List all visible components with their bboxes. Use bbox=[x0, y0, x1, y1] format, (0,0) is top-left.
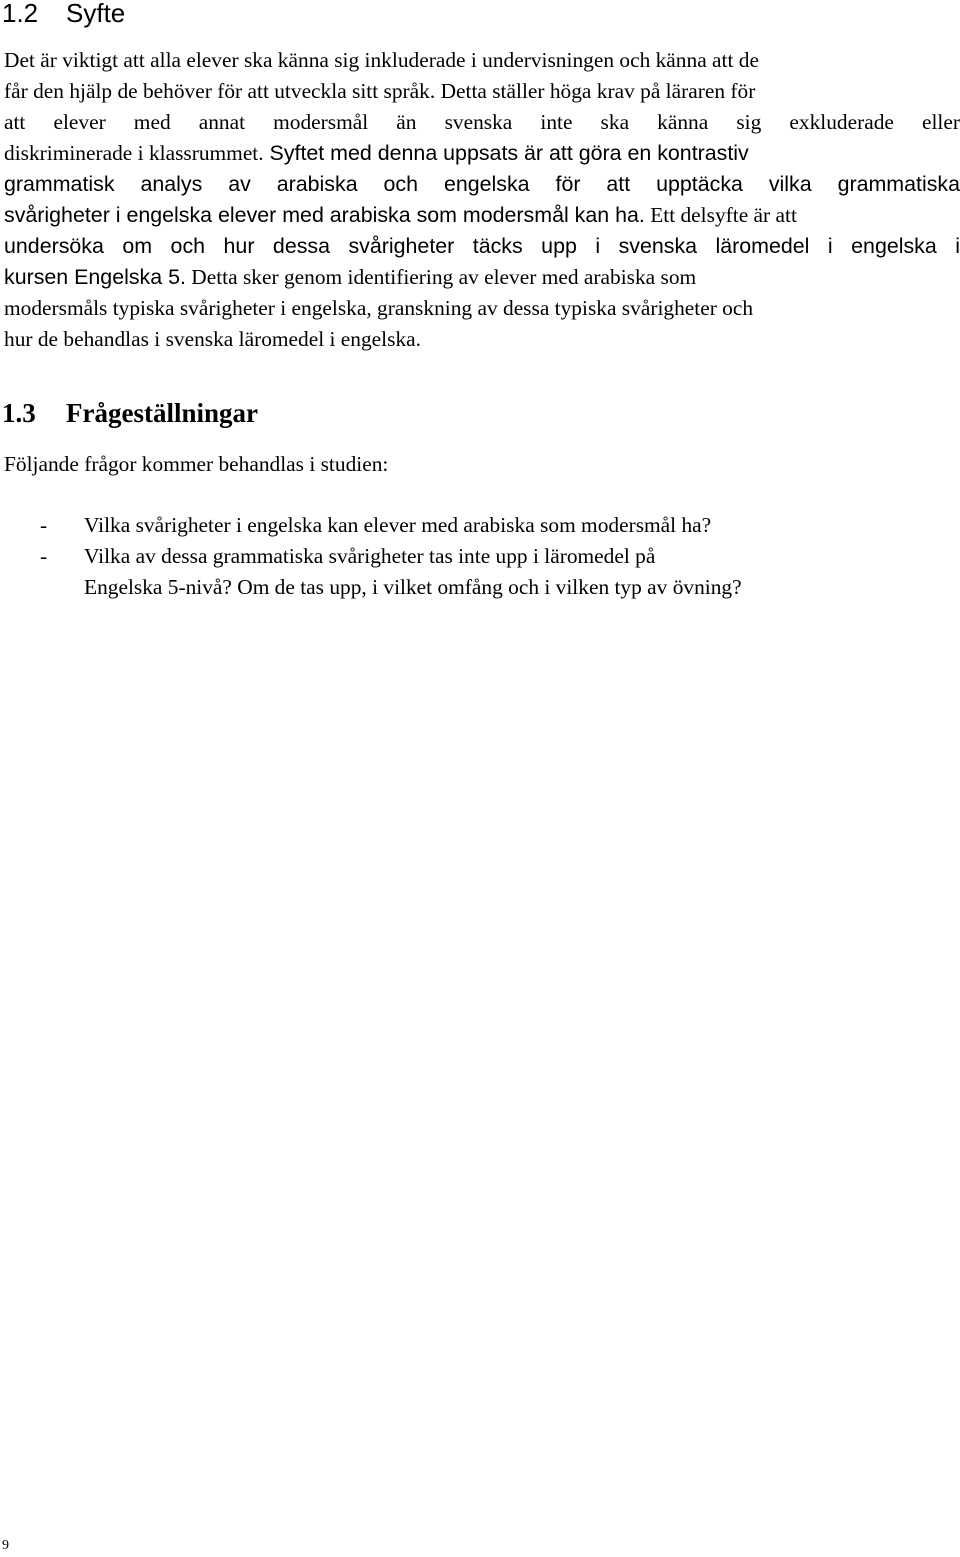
paragraph-line: Det är viktigt att alla elever ska känna sig inkluderade i undervisningen och känna att de bbox=[4, 48, 759, 72]
question-text-continued: Engelska 5-nivå? Om de tas upp, i vilket omfång och i vilken typ av övning? bbox=[84, 575, 742, 599]
section-title: Syfte bbox=[66, 0, 126, 28]
section-number: 1.3 bbox=[2, 398, 36, 428]
questions-list bbox=[4, 510, 960, 603]
paragraph-line: modersmåls typiska svårigheter i engelska, granskning av dessa typiska svårigheter och bbox=[4, 296, 754, 320]
list-dash: - bbox=[40, 544, 48, 568]
paragraph-line-mixed bbox=[4, 138, 960, 169]
section-title: Frågeställningar bbox=[66, 398, 258, 428]
question-text: Vilka av dessa grammatiska svårigheter tas inte upp i läromedel på bbox=[84, 544, 656, 568]
paragraph-text: kursen Engelska 5. bbox=[4, 265, 186, 289]
paragraph-line-mixed bbox=[4, 262, 960, 293]
paragraph-text: Syftet med denna uppsats är att göra en kontrastiv bbox=[263, 141, 749, 165]
questions-intro bbox=[4, 449, 960, 480]
question-text: Vilka svårigheter i engelska kan elever med arabiska som modersmål ha? bbox=[84, 513, 712, 537]
syfte-paragraph bbox=[4, 45, 960, 355]
list-item bbox=[4, 541, 960, 603]
paragraph-text: diskriminerade i klassrummet. bbox=[4, 141, 264, 165]
paragraph-line: hur de behandlas i svenska läromedel i engelska. bbox=[4, 327, 421, 351]
paragraph-line-mixed bbox=[4, 200, 960, 231]
paragraph-line: att elever med annat modersmål än svenska inte ska känna sig exkluderade eller bbox=[4, 110, 960, 134]
paragraph-text: Ett delsyfte är att bbox=[644, 203, 797, 227]
list-item bbox=[4, 510, 960, 541]
paragraph-line: grammatisk analys av arabiska och engelska för att upptäcka vilka grammatiska bbox=[4, 172, 960, 196]
paragraph-text: svårigheter i engelska elever med arabiska som modersmål kan ha. bbox=[4, 203, 645, 227]
section-heading-syfte bbox=[2, 0, 125, 29]
paragraph-text: Detta sker genom identifiering av elever med arabiska som bbox=[185, 265, 697, 289]
list-dash: - bbox=[40, 513, 48, 537]
intro-text: Följande frågor kommer behandlas i studien: bbox=[4, 452, 389, 476]
section-number: 1.2 bbox=[2, 0, 39, 28]
page-number: 9 bbox=[2, 1538, 9, 1553]
paragraph-line: får den hjälp de behöver för att utveckla sitt språk. Detta ställer höga krav på läraren för bbox=[4, 79, 756, 103]
section-heading-fragestallningar bbox=[2, 398, 258, 429]
paragraph-line: undersöka om och hur dessa svårigheter täcks upp i svenska läromedel i engelska i bbox=[4, 234, 960, 258]
